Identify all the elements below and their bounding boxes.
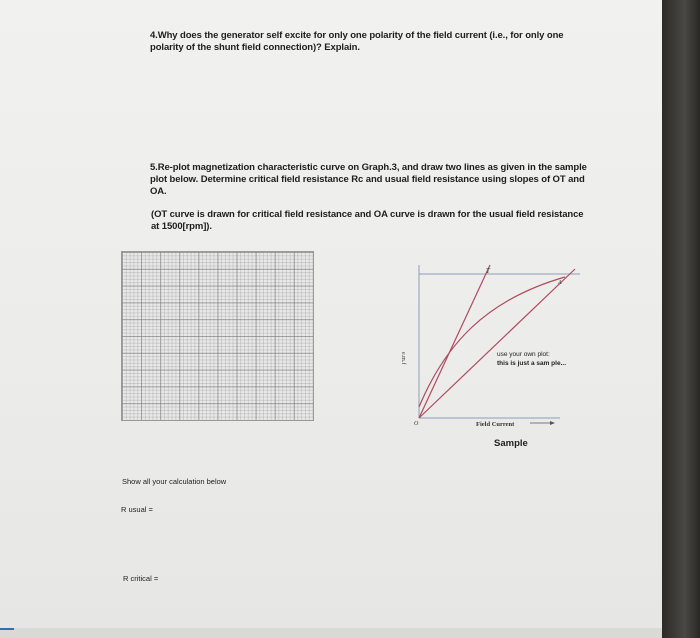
question-4-text: 4.Why does the generator self excite for only one polarity of the field current (i.e., for only one polarity of the shunt field connection)? Explain. (150, 30, 564, 53)
page-edge-shadow (662, 0, 700, 638)
sample-arrow-head (550, 421, 555, 425)
sample-note-line1: use your own plot: (497, 351, 550, 358)
sample-y-label: e.m.f (400, 352, 406, 365)
sample-oa-line (419, 269, 575, 418)
sample-note-line2: this is just a sam ple... (497, 360, 566, 367)
question-5-text: 5.Re-plot magnetization characteristic curve on Graph.3, and draw two lines as given in the sample plot below. Determine critical field resistance Rc and usual field resistance using slopes of OT and OA. (150, 162, 587, 197)
calculation-prompt: Show all your calculation below (122, 477, 227, 486)
sample-ot-line (419, 265, 490, 418)
blue-mark (0, 628, 14, 630)
sample-x-label: Field Current (476, 421, 515, 428)
sample-label-A: A (558, 280, 562, 286)
sample-label-T: T (486, 267, 490, 275)
r-critical-label[interactable]: R critical = (123, 574, 159, 583)
sample-caption: Sample (494, 438, 528, 449)
r-usual-label[interactable]: R usual = (121, 505, 153, 514)
sample-label-O: O (414, 421, 419, 427)
sample-magnetization-curve (419, 277, 565, 407)
graph-paper[interactable] (121, 251, 314, 421)
sample-plot (390, 255, 590, 460)
page-bottom-strip (0, 628, 662, 638)
question-5-note: (OT curve is drawn for critical field resistance and OA curve is drawn for the usual field resistance at 1500[rpm]). (151, 209, 584, 232)
